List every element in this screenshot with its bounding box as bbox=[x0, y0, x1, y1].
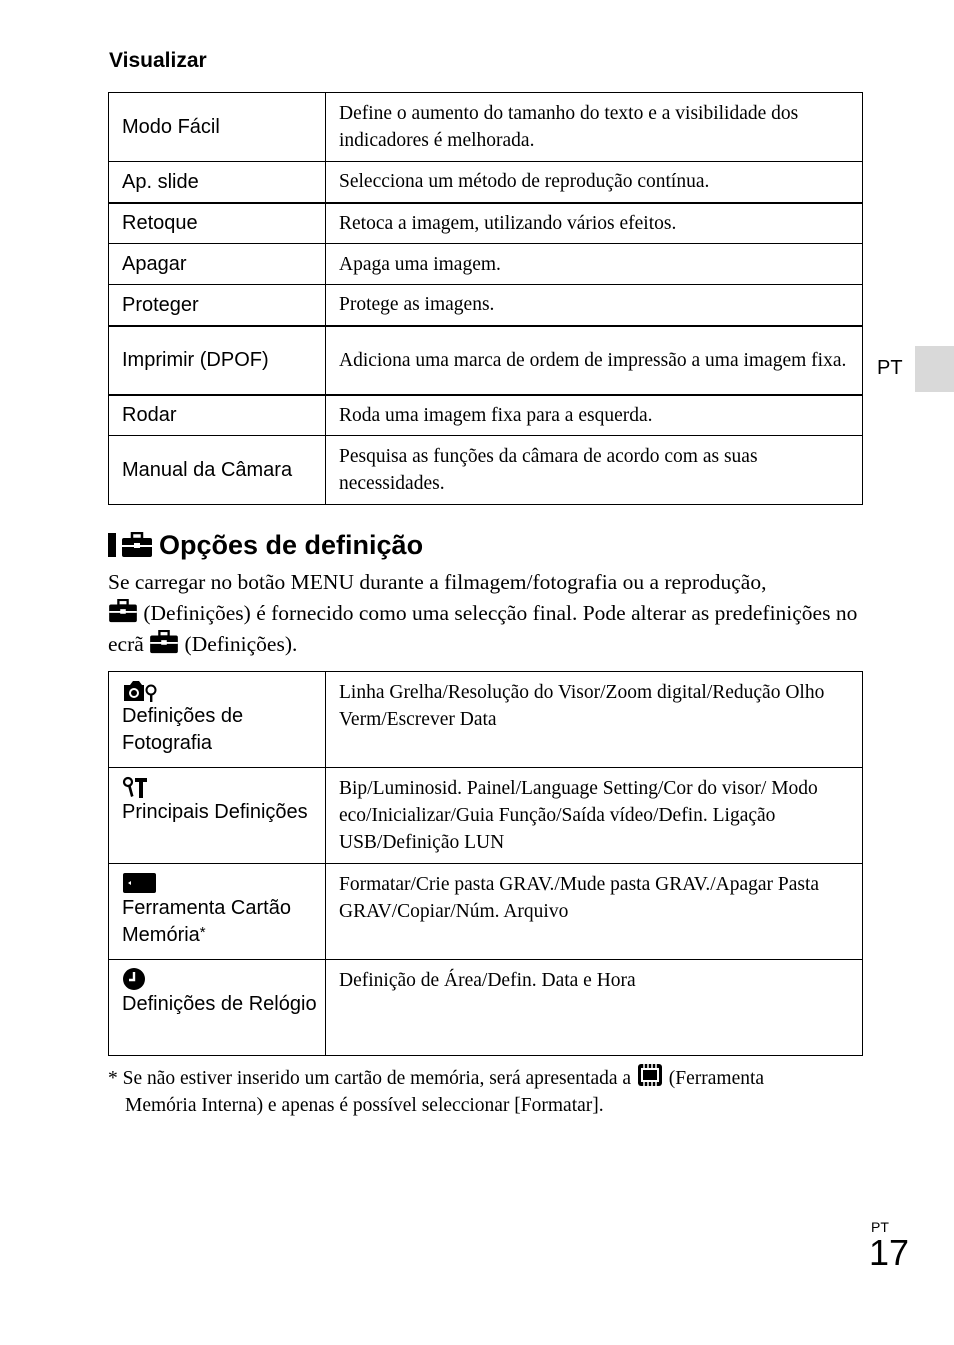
table-row bbox=[109, 672, 863, 768]
language-side-tab bbox=[915, 346, 954, 392]
table-row bbox=[109, 326, 863, 395]
item-description: Selecciona um método de reprodução contínua. bbox=[326, 162, 863, 203]
item-name: Definições de Relógio bbox=[122, 993, 317, 1015]
intro-text: (Definições) é fornecido como uma selecção final. Pode alterar as predefinições no ecrã bbox=[108, 601, 858, 656]
item-description: Protege as imagens. bbox=[326, 285, 863, 326]
language-side-label: PT bbox=[877, 357, 903, 379]
item-name: Proteger bbox=[109, 285, 326, 326]
section-title: Opções de definição bbox=[159, 529, 424, 560]
section-heading-opcoes bbox=[108, 528, 423, 562]
tools-icon bbox=[122, 775, 150, 799]
table-row bbox=[109, 93, 863, 162]
table-row bbox=[109, 244, 863, 285]
item-description: Formatar/Crie pasta GRAV./Mude pasta GRAV./Apagar Pasta GRAV/Copiar/Núm. Arquivo bbox=[326, 864, 863, 960]
toolbox-icon bbox=[149, 630, 179, 654]
item-description: Definição de Área/Defin. Data e Hora bbox=[326, 960, 863, 1056]
item-name-cell bbox=[109, 672, 326, 768]
item-name-cell bbox=[109, 864, 326, 960]
item-name: Manual da Câmara bbox=[109, 436, 326, 505]
item-name: Retoque bbox=[109, 203, 326, 244]
item-description: Roda uma imagem fixa para a esquerda. bbox=[326, 395, 863, 436]
section-heading-visualizar: Visualizar bbox=[109, 49, 207, 72]
item-description: Bip/Luminosid. Painel/Language Setting/Cor do visor/ Modo eco/Inicializar/Guia Função/Saída vídeo/Defin. Ligação USB/Definição LUN bbox=[326, 768, 863, 864]
item-name: Principais Definições bbox=[122, 801, 308, 823]
item-description: Linha Grelha/Resolução do Visor/Zoom digital/Redução Olho Verm/Escrever Data bbox=[326, 672, 863, 768]
toolbox-icon bbox=[121, 532, 153, 558]
item-description: Pesquisa as funções da câmara de acordo com as suas necessidades. bbox=[326, 436, 863, 505]
footnote-text: (Ferramenta bbox=[668, 1068, 765, 1089]
item-name: Definições de Fotografia bbox=[122, 705, 244, 754]
item-name: Rodar bbox=[109, 395, 326, 436]
camera-settings-icon bbox=[122, 679, 158, 703]
item-name: Modo Fácil bbox=[109, 93, 326, 162]
item-name: Apagar bbox=[109, 244, 326, 285]
clock-icon bbox=[122, 967, 148, 991]
item-description: Retoca a imagem, utilizando vários efeitos. bbox=[326, 203, 863, 244]
section-marker bbox=[108, 533, 116, 557]
table-row bbox=[109, 436, 863, 505]
table-row bbox=[109, 162, 863, 203]
item-name-cell bbox=[109, 768, 326, 864]
intro-text: (Definições). bbox=[184, 632, 298, 656]
intro-text: Se carregar no botão MENU durante a filmagem/fotografia ou a reprodução, bbox=[108, 570, 767, 594]
table-row bbox=[109, 285, 863, 326]
footnote-text: Memória Interna) e apenas é possível seleccionar [Formatar]. bbox=[125, 1095, 604, 1116]
footnote-text: Se não estiver inserido um cartão de memória, será apresentada a bbox=[122, 1068, 632, 1089]
settings-table bbox=[108, 671, 863, 1056]
internal-memory-icon bbox=[636, 1063, 664, 1087]
visualizar-table bbox=[108, 92, 863, 505]
asterisk: * bbox=[199, 924, 206, 941]
item-name: Ap. slide bbox=[109, 162, 326, 203]
item-description: Apaga uma imagem. bbox=[326, 244, 863, 285]
item-description: Adiciona uma marca de ordem de impressão a uma imagem fixa. bbox=[326, 326, 863, 395]
table-row bbox=[109, 395, 863, 436]
item-name-cell bbox=[109, 960, 326, 1056]
item-name: Ferramenta Cartão Memória bbox=[122, 897, 291, 946]
table-row bbox=[109, 203, 863, 244]
item-name: Imprimir (DPOF) bbox=[109, 326, 326, 395]
toolbox-icon bbox=[108, 599, 138, 623]
table-row bbox=[109, 768, 863, 864]
intro-paragraph bbox=[108, 567, 868, 660]
table-row bbox=[109, 864, 863, 960]
table-row bbox=[109, 960, 863, 1056]
footnote bbox=[108, 1063, 868, 1119]
memory-card-icon bbox=[122, 871, 158, 895]
page-number: 17 bbox=[869, 1232, 910, 1273]
item-description: Define o aumento do tamanho do texto e a visibilidade dos indicadores é melhorada. bbox=[326, 93, 863, 162]
footnote-mark: * bbox=[108, 1068, 118, 1089]
page-language: PT bbox=[871, 1219, 889, 1235]
